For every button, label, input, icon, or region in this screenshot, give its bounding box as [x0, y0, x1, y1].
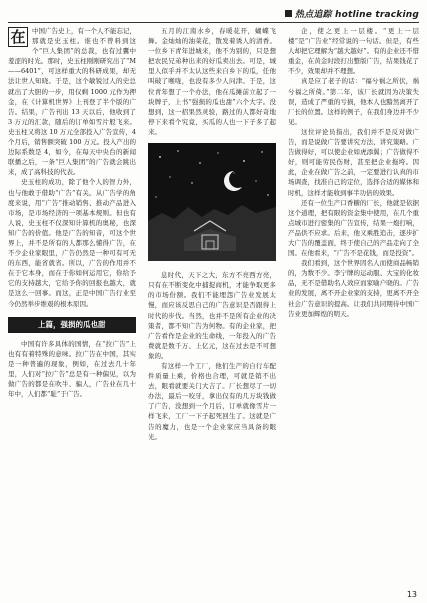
paragraph: 真是应了老子的话：“福兮祸之所伏，祸兮福之所倚。”第二年，该厂长就因为决策失误，造成了严重的亏损，他本人也黯然离开了厂长的位置。这样的例子，在我们身边并不少见。 [288, 77, 419, 126]
paragraph: 中国广告史上，有一个人不能忘记，那就是史玉柱。谁也不曾料到这个“巨人集团”的总裁，也有过囊中羞涩的时光。那时，史玉柱刚刚研究出了“M——6401”，可这样重大的科研成果，却无法让世人知晓。于是，这个敏锐过人的史总就出了大胆的一步，用仅剩 1000 元作为押金，在《计算机世界》上刊登了半个版的广告。结果，广告刊出 13 天以后，他收到了 3 万元的汇款，随后的订单如雪片般飞来。史玉柱又将这 10 万元全部投入广告宣传，4 个月后，销售额突破 100 万元。投入产出的边际系数是 4，如今，在每天中央台的新闻联播之后，一条“巨人集团”的广告就会跳出来，成了高科技的代表。 [8, 27, 136, 177]
paragraph: 还有一位生产口香糖的厂长，他就是依据这个道理，把有限的资金集中使用，在几个重点城市进行密集的广告宣传，结果一炮打响，产品供不应求。后来，他又乘胜追击，逐步扩大广告的覆盖面，终于使自己的产品走向了全国。在他看来，“广告不是花钱，而是投资”。 [288, 198, 419, 258]
paragraph: 息时代，天下之大，东方不亮西方亮，只有在不断变化中捕捉商机，才能争取更多的市场份额。我们不能埋怨广告业发展太慢，而应该反思自己的广告意识是否跟得上时代的步伐。当然，也并不是所有企业的决策者，都不知广告为何物。有的企业家，把广告看作是企业的生命线，一年投入的广告费就是数千万、上亿元，这在过去是不可想象的。 [148, 271, 276, 360]
section-heading: 上篇，强损的瓜也甜 [8, 317, 136, 333]
paragraph: 企，使之更上一层楼。“更上一层楼”是“广告业”经常说的一句话。但是，有些人却把它理解为“越大越好”。有的企业还不惜重金，在黄金时段打出整版广告，结果钱花了不少，效果却并不理想。 [288, 27, 419, 76]
page-header [285, 6, 419, 20]
paragraph: 史玉柱的成功，除了他个人的智力外，也与他敢于借助“广告”有关。从广告学的角度来说，用“广告”推动销售、推动产品进入市场，是市场经济的一项基本规则。但也有人说，史玉柱不仅深知计算机的奥秘，也深知广告的价值。他是广告的知音，可这个世界上，并不是所有的人都那么懂得广告，在不少企业家眼里，广告仍然是一种可有可无的东西，能省就省。所以，广告的作用并不在于它本身，而在于你如何运用它，你给予它的支持越大，它给予你的回报也越大，就是这么一回事。而这，正是中国广告行业至今仍然举步维艰的根本原因。 [8, 178, 136, 308]
paragraph: 五月的江南水乡，春暖花开，蝴蝶飞舞。金灿灿的油菜花，散发着诱人的清香。一位乡下青年进城来，他不为别的，只是想把农民兄弟种出来的好瓜卖出去。可是，城里人似乎并不太认这些来自乡下的瓜，任他叫破了喉咙，也没有多少人问津。于是，这位青年想了一个办法，他在瓜摊前立起了一块牌子，上书“强损的瓜也甜”六个大字。没想到，这一招果然灵验，路过的人都好奇地停下来看个究竟，买瓜的人也一下子多了起来。 [148, 27, 276, 136]
paragraph: 中国有许多具体的国情，在“拉广告”上也有有着特殊的意味。拉广告在中国，其实是一种普遍的现象，例如，在过去几十年里，人们对“拉广告”总是有一种偏见，以为做广告的都是在吹牛、骗人，广告业在几十年中，人们都“耻”于广告。 [8, 339, 136, 399]
column-2 [148, 26, 276, 442]
header-square-icon [285, 10, 292, 17]
paragraph: 我们看到，这个世界因名人而使商品畅销的，为数不少。李宁牌的运动服、大宝的化妆品，无不是借助名人效应而家喻户晓的。广告业的发展，离不开企业家的支持，更离不开全社会广告意识的提高。让我们共同期待中国广告业更加辉煌的明天。 [288, 259, 419, 318]
column-1 [8, 26, 136, 399]
night-sky-illustration [148, 143, 276, 261]
page-number: 13 [406, 590, 417, 599]
paragraph: 这位评论员指出，我们并不是反对做广告，而是说做广告要讲究方法、讲究策略。广告做得好，可以使企业如虎添翼；广告做得不好，则可能劳民伤财，甚至把企业拖垮。因此，企业在做广告之前，一定要进行认真的市场调查，找准自己的定位，选择合适的媒体和时机，这样才能收到事半功倍的效果。 [288, 127, 419, 197]
paragraph: 有这样一个工厂，他们生产的自行车配件质量上乘，价格也合理，可就是销不出去，眼看就要关门大吉了。厂长想尽了一切办法，最后一咬牙，拿出仅有的几万块钱做了广告，没想到一个月后，订单就像雪片一样飞来，工厂一下子起死回生了。这就是广告的魔力，也是一个企业家应当具备的眼光。 [148, 361, 276, 441]
section-header-title: 热点追踪 hotline tracking [294, 9, 419, 20]
header-rule [8, 22, 419, 23]
drop-cap: 在 [8, 27, 28, 47]
column-3 [288, 26, 419, 319]
